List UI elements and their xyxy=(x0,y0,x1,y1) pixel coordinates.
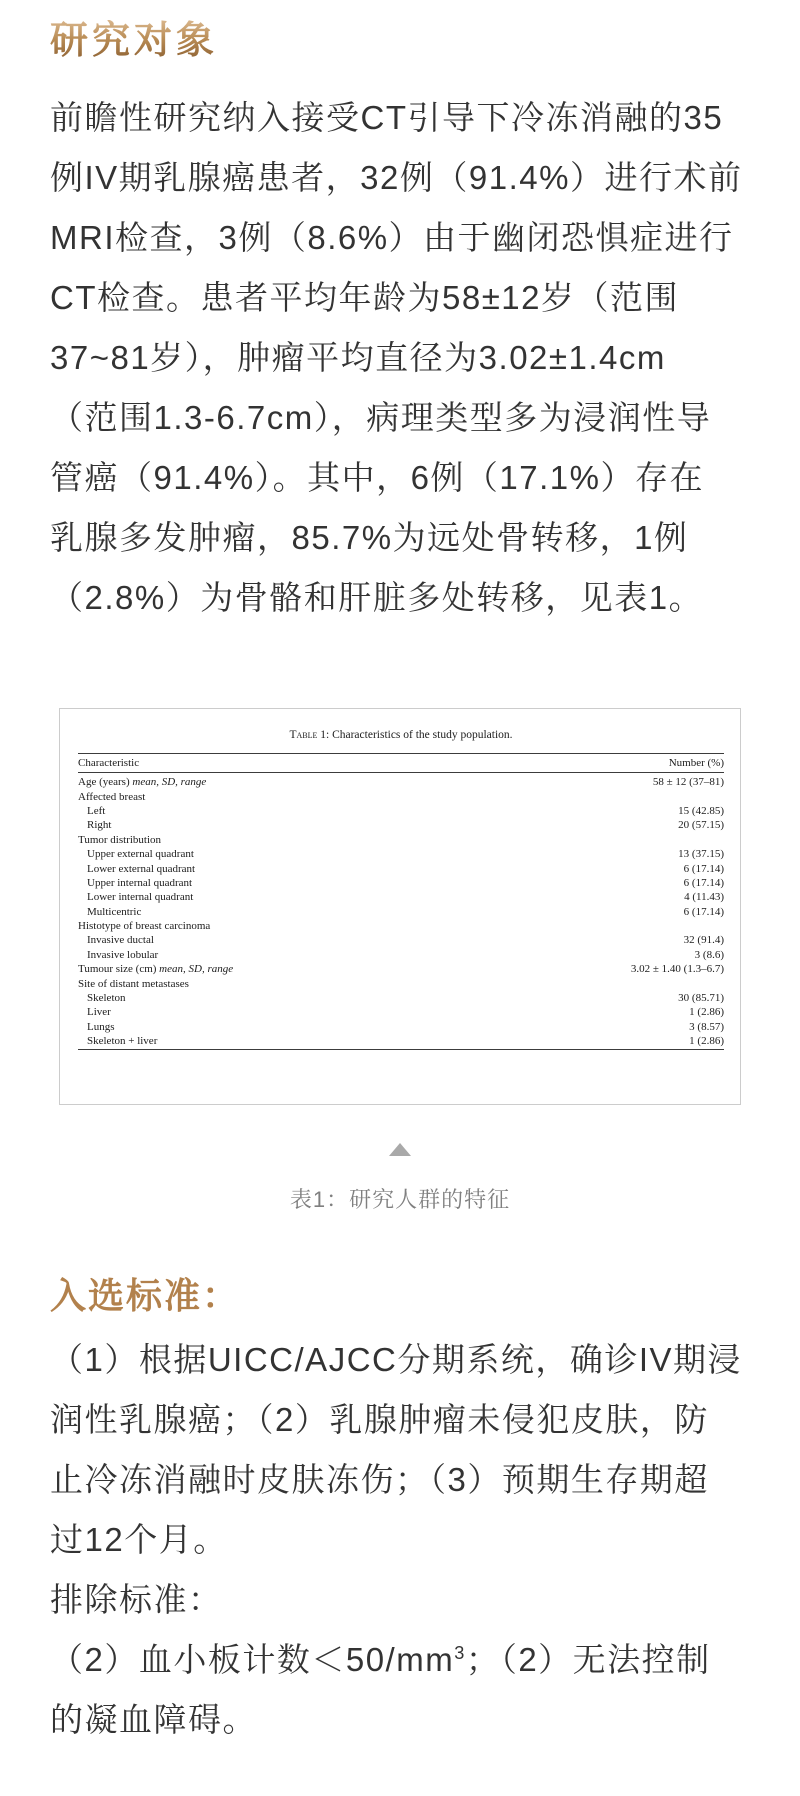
row-value: 32 (91.4) xyxy=(683,934,724,947)
row-value: 1 (2.86) xyxy=(689,1035,724,1048)
criteria-line: 润性乳腺癌；（2）乳腺肿瘤未侵犯皮肤，防 xyxy=(50,1401,709,1438)
row-label: Invasive lobular xyxy=(87,948,159,961)
table-row xyxy=(78,933,724,947)
table-row xyxy=(78,1005,724,1019)
row-label: Lower external quadrant xyxy=(87,862,196,875)
row-label: Lower internal quadrant xyxy=(87,891,194,904)
row-label: Site of distant metastases xyxy=(78,977,189,990)
row-value: 20 (57.15) xyxy=(678,819,724,832)
row-value: 15 (42.85) xyxy=(678,804,724,817)
table-row xyxy=(78,962,724,976)
section-title-study-subjects: 研究对象 xyxy=(50,20,219,62)
row-value: 13 (37.15) xyxy=(678,848,724,861)
table-row xyxy=(78,890,724,904)
row-label: Left xyxy=(87,804,106,817)
column-header-characteristic: Characteristic xyxy=(78,757,140,769)
row-value: 6 (17.14) xyxy=(683,876,724,889)
table-row xyxy=(78,789,724,803)
intro-line: 例IV期乳腺癌患者，32例（91.4%）进行术前 xyxy=(50,159,743,196)
row-label: Right xyxy=(87,819,112,832)
row-label xyxy=(78,776,206,788)
intro-paragraph xyxy=(50,88,760,628)
intro-line: 管癌（91.4%）。其中，6例（17.1%）存在 xyxy=(50,459,704,496)
row-label-italic: mean, SD, range xyxy=(159,963,234,976)
row-label: Affected breast xyxy=(78,790,146,803)
intro-line: （范围1.3-6.7cm），病理类型多为浸润性导 xyxy=(50,399,712,436)
table-row xyxy=(78,847,724,861)
row-label: Upper external quadrant xyxy=(87,848,194,861)
table-row xyxy=(78,775,724,789)
table-body xyxy=(78,775,724,1048)
row-label: Skeleton + liver xyxy=(87,1035,158,1048)
table-row xyxy=(78,1020,724,1034)
table-row xyxy=(78,876,724,890)
intro-line: 乳腺多发肿瘤，85.7%为远处骨转移，1例 xyxy=(50,519,689,556)
column-header-number: Number (%) xyxy=(668,757,724,769)
intro-line: （2.8%）为骨骼和肝脏多处转移，见表1。 xyxy=(50,579,704,616)
row-label: Skeleton xyxy=(87,992,126,1005)
table-row xyxy=(78,905,724,919)
row-label xyxy=(78,963,233,975)
table-title xyxy=(78,729,724,741)
criteria-line: （1）根据UICC/AJCC分期系统，确诊IV期浸 xyxy=(50,1341,743,1378)
exclusion-criteria-label: 排除标准： xyxy=(50,1581,223,1618)
row-value: 1 (2.86) xyxy=(689,1006,724,1019)
row-value: 30 (85.71) xyxy=(678,992,724,1005)
row-label: Lungs xyxy=(87,1020,115,1033)
row-label-italic: mean, SD, range xyxy=(132,776,207,789)
row-value: 3 (8.6) xyxy=(694,948,724,961)
table-row xyxy=(78,948,724,962)
row-label: Invasive ductal xyxy=(87,934,154,947)
triangle-up-icon xyxy=(389,1143,411,1156)
intro-line: MRI检查，3例（8.6%）由于幽闭恐惧症进行 xyxy=(50,219,734,256)
row-label: Histotype of breast carcinoma xyxy=(78,920,211,933)
row-label: Tumor distribution xyxy=(78,833,162,846)
table-row xyxy=(78,804,724,818)
table-row xyxy=(78,833,724,847)
table-rule-bottom xyxy=(78,1049,724,1050)
table-title-label: Table 1: xyxy=(289,729,330,741)
row-label: Liver xyxy=(87,1006,111,1019)
section-title-inclusion-criteria: 入选标准： xyxy=(50,1275,241,1316)
row-value: 4 (11.43) xyxy=(684,891,724,904)
row-label-text: Age (years) xyxy=(78,776,133,789)
criteria-line: 止冷冻消融时皮肤冻伤；（3）预期生存期超 xyxy=(50,1461,709,1498)
row-label: Multicentric xyxy=(87,905,142,918)
table-row xyxy=(78,861,724,875)
table-title-text: Characteristics of the study population. xyxy=(329,729,513,741)
row-label: Upper internal quadrant xyxy=(87,876,193,889)
superscript-3: 3 xyxy=(454,1643,466,1663)
exclusion-line-post: ；（2）无法控制 xyxy=(465,1641,711,1678)
row-value: 58 ± 12 (37–81) xyxy=(652,776,724,789)
intro-line: 37~81岁），肿瘤平均直径为3.02±1.4cm xyxy=(50,339,666,376)
table-caption: 表1：研究人群的特征 xyxy=(289,1187,511,1212)
row-value: 3 (8.57) xyxy=(689,1020,724,1033)
row-value: 6 (17.14) xyxy=(683,862,724,875)
criteria-line: 过12个月。 xyxy=(50,1521,228,1558)
table-row xyxy=(78,976,724,990)
table-row xyxy=(78,1034,724,1048)
intro-line: 前瞻性研究纳入接受CT引导下冷冻消融的35 xyxy=(50,99,724,136)
table-rule-header xyxy=(78,772,724,773)
table1 xyxy=(78,709,724,1104)
exclusion-line: 的凝血障碍。 xyxy=(50,1701,257,1738)
criteria-paragraph xyxy=(50,1330,760,1750)
table-row xyxy=(78,991,724,1005)
row-label-text: Tumour size (cm) xyxy=(78,963,160,976)
table-header-row xyxy=(78,755,724,771)
table1-figure-image[interactable] xyxy=(59,708,741,1105)
row-value: 6 (17.14) xyxy=(683,905,724,918)
table-row xyxy=(78,919,724,933)
exclusion-line xyxy=(50,1630,760,1690)
row-value: 3.02 ± 1.40 (1.3–6.7) xyxy=(630,963,724,976)
exclusion-line-pre: （2）血小板计数＜50/mm xyxy=(50,1641,455,1678)
intro-line: CT检查。患者平均年龄为58±12岁（范围 xyxy=(50,279,680,316)
table-row xyxy=(78,818,724,832)
